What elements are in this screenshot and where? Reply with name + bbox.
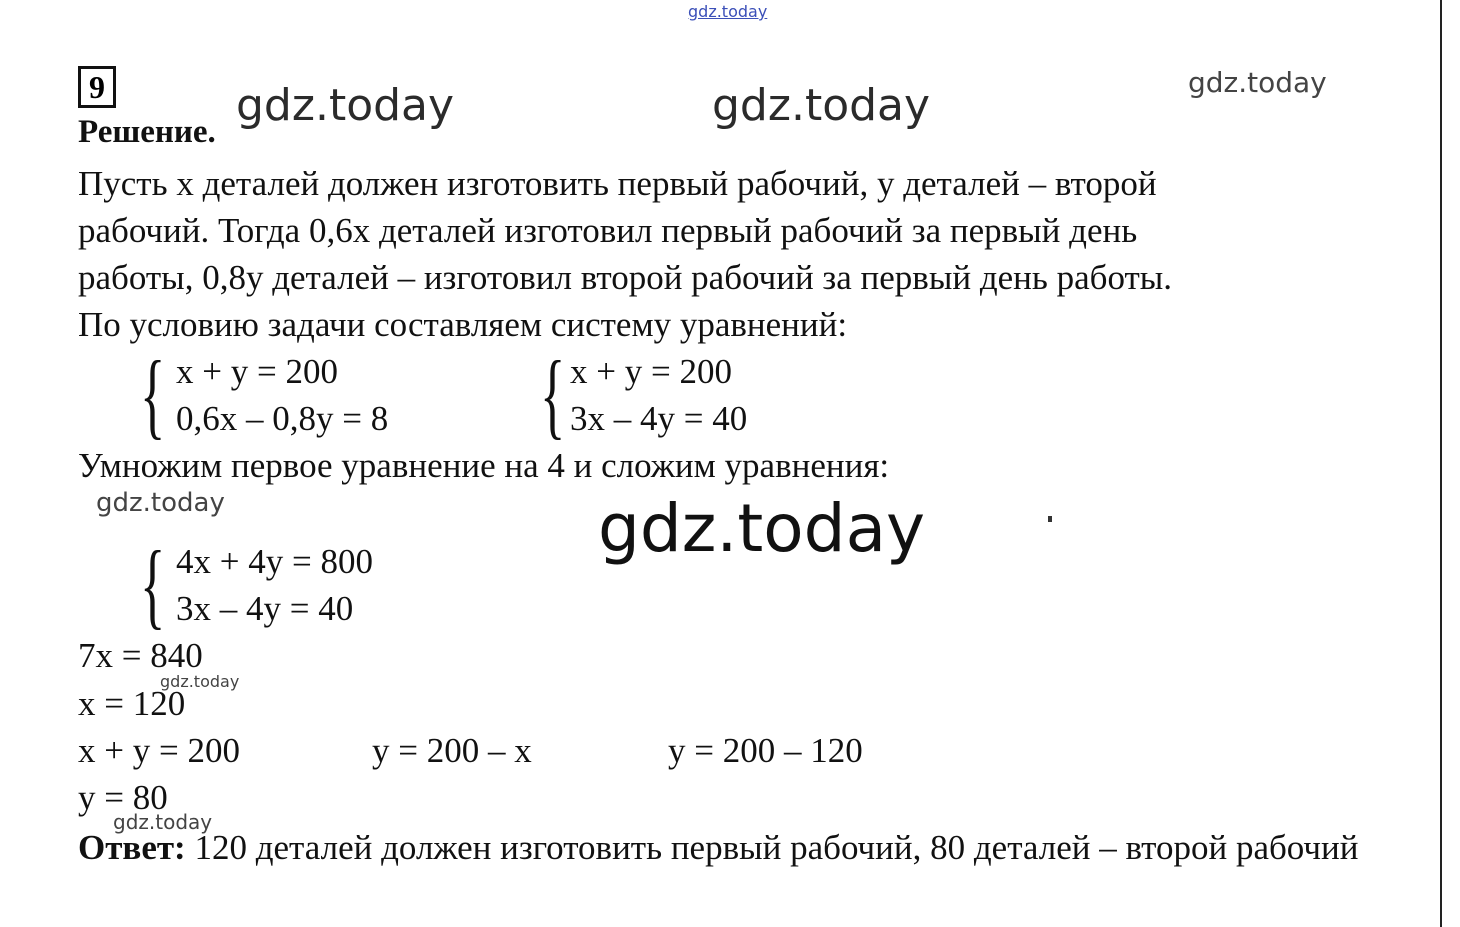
stray-mark: [1048, 516, 1052, 522]
step-y: y = 80: [78, 778, 168, 817]
step-sum: x + y = 200: [78, 731, 240, 770]
solution-heading: Решение.: [78, 114, 216, 150]
system1-eq2: 0,6x – 0,8y = 8: [176, 399, 389, 438]
paragraph-line: По условию задачи составляем систему уравнений:: [78, 305, 848, 344]
step-y-subst: y = 200 – 120: [668, 731, 863, 770]
paragraph-line: Пусть х деталей должен изготовить первый рабочий, у деталей – второй: [78, 164, 1157, 203]
step-x: x = 120: [78, 684, 186, 723]
system3-eq2: 3x – 4y = 40: [176, 589, 354, 628]
watermark-mid-left: gdz.today: [96, 488, 225, 518]
step-y-expr: y = 200 – x: [372, 731, 532, 770]
instruction-line: Умножим первое уравнение на 4 и сложим уравнения:: [78, 446, 890, 485]
page-edge-line: [1440, 0, 1442, 927]
answer-text: 120 деталей должен изготовить первый рабочий, 80 деталей – второй рабочий: [185, 828, 1359, 867]
system2-eq2: 3x – 4y = 40: [570, 399, 748, 438]
paragraph-line: работы, 0,8у деталей – изготовил второй рабочий за первый день работы.: [78, 258, 1173, 297]
watermark-left: gdz.today: [236, 80, 455, 131]
watermark-right: gdz.today: [1188, 66, 1327, 99]
system1-eq1: x + y = 200: [176, 352, 338, 391]
answer-label: Ответ:: [78, 828, 186, 867]
system-brace: {: [540, 341, 566, 448]
paragraph-line: рабочий. Тогда 0,6х деталей изготовил первый рабочий за первый день: [78, 211, 1138, 250]
watermark-big: gdz.today: [598, 490, 926, 567]
system-brace: {: [140, 531, 166, 638]
system3-eq1: 4x + 4y = 800: [176, 542, 373, 581]
watermark-top-link[interactable]: gdz.today: [688, 2, 768, 21]
watermark-small: gdz.today: [160, 672, 240, 691]
answer-block: [78, 826, 1378, 870]
system-brace: {: [140, 341, 166, 448]
watermark-small: gdz.today: [113, 810, 213, 834]
system2-eq1: x + y = 200: [570, 352, 732, 391]
task-number: 9: [78, 66, 116, 108]
watermark-center: gdz.today: [712, 80, 931, 131]
step-7x: 7x = 840: [78, 636, 203, 675]
